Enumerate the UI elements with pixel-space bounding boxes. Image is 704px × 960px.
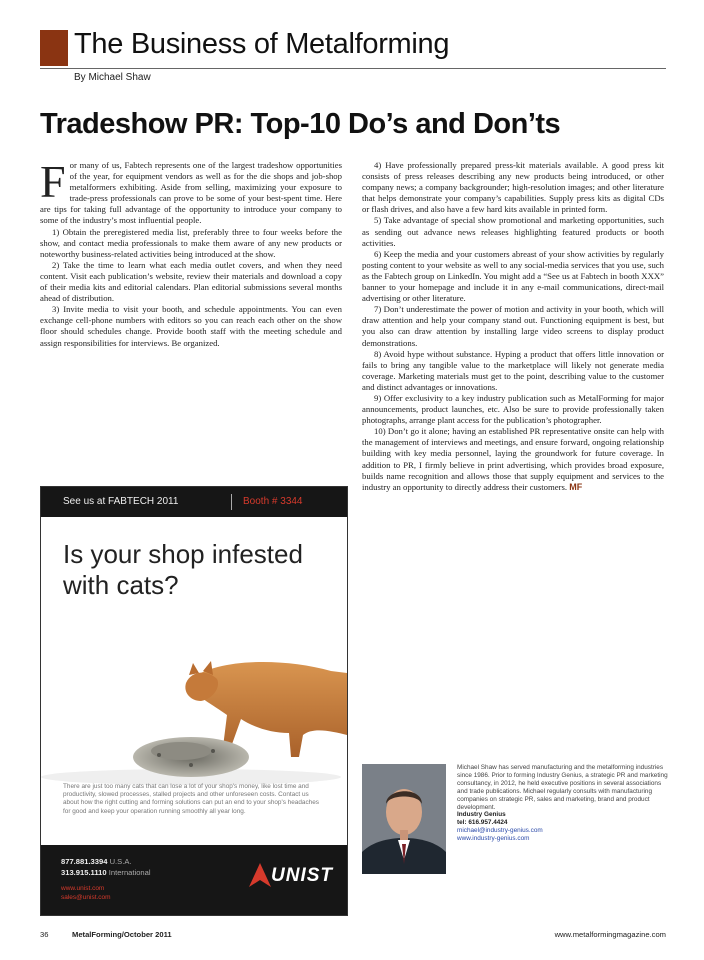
author-bio-text: Michael Shaw has served manufacturing and the metalforming industries since 1986. Prior to forming Industry Genius, a strategic PR and marketing consultancy, in 2012, he held executive positions in several associations and trade publications. Michael regularly consults with manufacturing companies on strategic PR, sales and marketing, brand and product development.: [457, 764, 668, 811]
article-headline: Tradeshow PR: Top-10 Do’s and Don’ts: [40, 108, 561, 140]
tip-4: 4) Have professionally prepared press-kit materials available. A good press kit consists of press releases describing any new products being introduced, or other company news; a company backgrounder; high-resolution images; and other literature that helps demonstrate your company’s capabilities. Supply press kits as digital CDs or flash drives, and also have a few hard kits available in printed form.: [362, 160, 664, 215]
tip-10: 10) Don’t go it alone; having an established PR representative onsite can help with the management of interviews and meetings, and ensure forward, ongoing relationship building with key media personnel, laying the groundwork for future coverage. In addition to PR, I firmly believe in print advertising, which provides broad exposure, builds name recognition and allows those that supply equipment and services to the industry an opportunity to directly address their customers. MF: [362, 426, 664, 492]
ad-phone-intl: 313.915.1110 International: [61, 868, 151, 877]
ad-email-link[interactable]: sales@unist.com: [61, 894, 111, 901]
tip-1: 1) Obtain the preregistered media list, preferably three to four weeks before the show, and contact media professionals to make them aware of any new products or noteworthy business-related activities being introduced at the show.: [40, 226, 342, 259]
cat-and-shavings-illustration: [41, 627, 347, 787]
author-bio: [457, 764, 669, 843]
unist-logo-wordmark: UNIST: [271, 865, 333, 886]
tip-3: 3) Invite media to visit your booth, and schedule appointments. You can even exchange cell-phone numbers with editors so you can reach each other on the show floor should schedules change. Provide booth staff with the meeting schedule and assign responsibilities for interviews. Be organized.: [40, 304, 342, 348]
section-title: The Business of Metalforming: [74, 28, 450, 60]
ad-body-copy: There are just too many cats that can lose a lot of your shop's money, like lost time and productivity, slowed processes, stalled projects and other unforeseen costs. Contact us about how the right cutting and forming solutions can put an end to your shop's headaches for good and keep your operation running smoothly all year long.: [63, 783, 319, 815]
ad-contact-bar: [41, 845, 347, 915]
article-column-left: [40, 156, 342, 349]
ad-phone-us: 877.881.3394 U.S.A.: [61, 857, 132, 866]
issue-label: MetalForming/October 2011: [72, 930, 172, 939]
article-column-right: [362, 160, 664, 493]
page-number: 36: [40, 930, 49, 939]
tip-9: 9) Offer exclusivity to a key industry publication such as MetalForming for major announcements, product launches, etc. Also be sure to provide professionally taken photographs, arrange plant access for the publication’s photographer.: [362, 392, 664, 426]
tip-6: 6) Keep the media and your customers abreast of your show activities by regularly posting content to your website as well to any social-media services that you use, such as the Fabtech group on LinkedIn. You might add a “See us at Fabtech in booth XXX” banner to your homepage and include it in any e-mail communications, direct-mail advertising or other literature.: [362, 248, 664, 304]
advertisement: [40, 486, 348, 916]
end-mark: MF: [569, 481, 583, 492]
ad-banner-divider: [231, 494, 232, 510]
ad-headline: Is your shop infested with cats?: [63, 539, 303, 600]
drop-cap: F: [40, 156, 66, 207]
unist-logo-icon: [247, 861, 273, 889]
ad-show-label: See us at FABTECH 2011: [63, 496, 179, 507]
author-phone: tel: 616.957.4424: [457, 819, 508, 827]
byline: By Michael Shaw: [74, 72, 151, 83]
author-photo: [362, 764, 446, 874]
section-color-bar: [40, 30, 68, 66]
ad-booth-label: Booth # 3344: [243, 496, 303, 507]
author-website-link[interactable]: www.industry-genius.com: [457, 835, 530, 843]
ad-banner: [41, 487, 347, 517]
website-footer: www.metalformingmagazine.com: [554, 930, 666, 939]
tip-5: 5) Take advantage of special show promotional and marketing opportunities, such as sending out advance news releases highlighting featured products or booth activities.: [362, 215, 664, 248]
section-rule: [40, 68, 666, 69]
intro-paragraph: For many of us, Fabtech represents one of the largest tradeshow opportunities of the year, for equipment vendors as well as for the die shops and job-shop metalformers exhibiting. Aside from selling, maximizing your exposure to trade-press professionals can prove to be some of your best-spent time. Here are tips for taking full advantage of the opportunity to introduce your company to some of the industry’s most influential people.: [40, 156, 342, 226]
tip-2: 2) Take the time to learn what each media outlet covers, and when they need content. Visit each publication’s website, review their materials and download a copy of their media kits and editorial calendars. Plan editorial submissions several months ahead of distribution.: [40, 259, 342, 304]
author-email-link[interactable]: michael@industry-genius.com: [457, 827, 543, 835]
author-company: Industry Genius: [457, 811, 506, 819]
ad-website-link[interactable]: www.unist.com: [61, 885, 105, 892]
tip-8: 8) Avoid hype without substance. Hyping a product that offers little innovation or fails to bring any tangible value to the marketplace will likely not generate media coverage. Marketing materials must get to the point, describing value to the customer and distinct advantages or innovations.: [362, 348, 664, 392]
tip-7: 7) Don’t underestimate the power of motion and activity in your booth, which will draw attention and help your company stand out. Functioning equipment is best, but you also can draw attention by installing large video screens to display product demonstrations.: [362, 304, 664, 348]
